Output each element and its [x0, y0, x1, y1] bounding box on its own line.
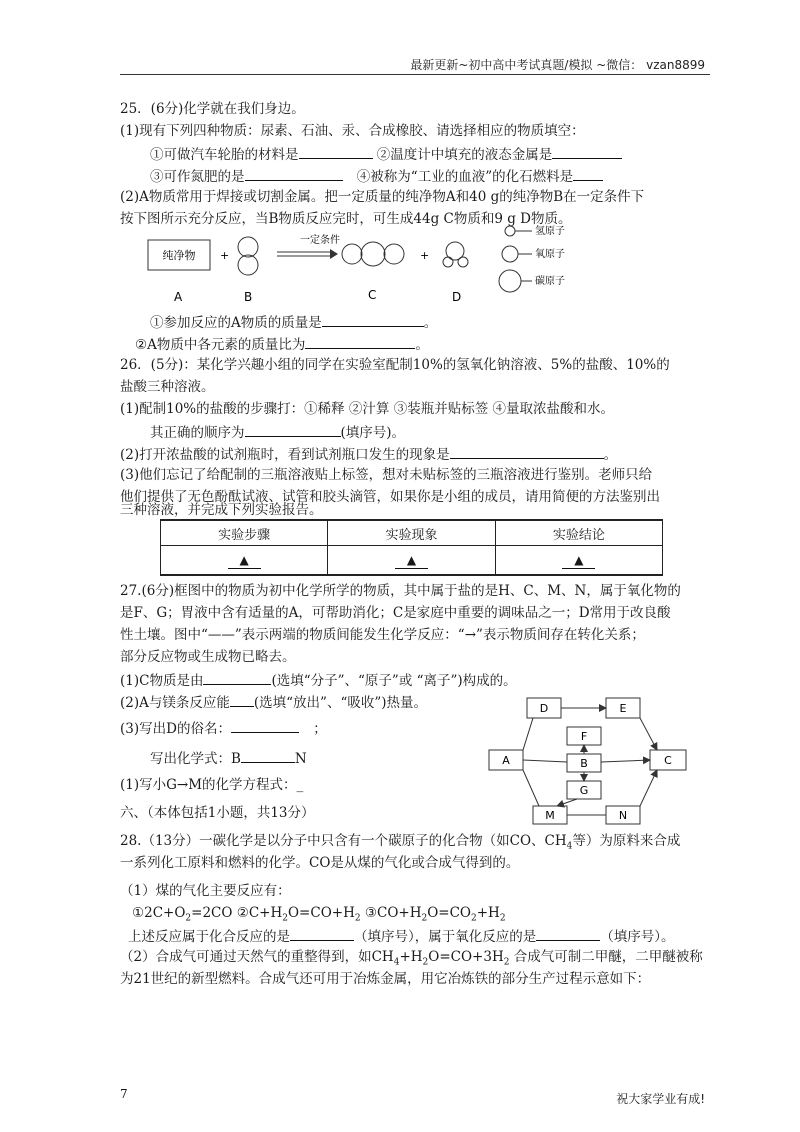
q26-p1: (1)配制10%的盐酸的步骤打：①稀释 ②汁算 ③装瓶并贴标签 ④量取浓盐酸和水。 [120, 401, 615, 417]
q27-s4-n: N [294, 751, 307, 767]
c-atom-2 [361, 242, 385, 266]
q28-l5-mid: （填序号），属于氧化反应的是 [354, 929, 537, 945]
node-b-label: B [580, 757, 588, 770]
eq3-b: O=CO [427, 905, 471, 921]
q28-l6-a: （2）合成气可通过天然气的重整得到，如CH [120, 949, 394, 965]
relation-diagram [485, 692, 715, 827]
reaction-diagram [140, 225, 630, 305]
q25-item1a: ①可做汽车轮胎的材料是 [150, 147, 299, 163]
q25-blank2[interactable] [552, 144, 622, 159]
q25-item2 [150, 166, 603, 186]
cell-phenomena[interactable] [328, 546, 495, 576]
answer-marker: ▲ [228, 552, 261, 569]
q27-s5: (1)写小G→M的化学方程式：_ [120, 777, 304, 793]
node-f-label: F [580, 730, 588, 743]
q27-s1-text: (1)C物质是由 [120, 673, 204, 689]
q27-s4 [150, 748, 307, 768]
label-b: B [244, 290, 253, 304]
q25-s2-end: 。 [415, 337, 429, 353]
edge-b-c [601, 760, 650, 762]
legend-h-circle [505, 226, 515, 236]
eq-sub: 2 [282, 913, 288, 924]
label-c: C [368, 288, 377, 302]
q25-p3: 按下图所示充分反应，当B物质反应完时，可生成44g C物质和9 g D物质。 [120, 211, 572, 227]
q25-item1 [150, 144, 622, 164]
page-header: 最新更新~初中高中考试真题/模拟 ~微信： vzan8899 [410, 58, 705, 72]
header-rule [120, 74, 710, 75]
header-steps: 实验步骤 [161, 520, 328, 546]
q25-item2b: ④被称为“工业的血液”的化石燃料是 [356, 169, 574, 185]
q28-l5 [128, 926, 675, 946]
eq-sub: 4 [393, 957, 400, 968]
plus-2: + [420, 249, 430, 262]
q27-l1: 27.(6分)框图中的物质为初中化学所学的物质，其中属于盐的是H、C、M、N，属于氧化物的 [120, 583, 681, 599]
q28-blank2[interactable] [536, 926, 600, 941]
node-e-label: E [619, 702, 627, 715]
q25-blank3[interactable] [245, 166, 343, 181]
label-d: D [452, 290, 462, 304]
q28-l1-end: 等）为原料来合成 [572, 833, 681, 849]
c-atom-3 [384, 244, 404, 264]
q27-s2-blank[interactable] [230, 692, 254, 707]
legend-o-circle [502, 246, 518, 262]
q26-p2-text: (2)打开浓盐酸的试剂瓶时，看到试剂瓶口发生的现象是 [120, 447, 450, 463]
q27-s1-hint: (选填“分子”、“原子”或 “离子”)构成的。 [271, 673, 517, 689]
q26-p1b [150, 422, 405, 442]
b-atom-bottom [238, 255, 258, 275]
q26-p3: (3)他们忘记了给配制的三瓶溶液贴上标签，想对未贴标签的三瓶溶液进行鉴别。老师只给 [120, 467, 653, 483]
q26-title: 26．(5分)：某化学兴趣小组的同学在实验室配制10%的氢氧化钠溶液、5%的盐酸、10%的 [120, 357, 670, 373]
footer-message: 祝大家学业有成! [616, 1092, 705, 1106]
q26-order-hint: (填序号)。 [340, 425, 406, 441]
q27-l3: 性土壤。图中“——”表示两端的物质间能发生化学反应：“→”表示物质间存在转化关系； [120, 627, 645, 643]
q28-l6-d: 合成气可制二甲醚，二甲醚被称 [509, 949, 703, 965]
plus-1: + [220, 249, 230, 262]
q28-l3: （1）煤的气化主要反应有： [120, 883, 291, 899]
q28-l6-c: O=CO+3H [428, 949, 504, 965]
q26-p2 [120, 444, 617, 464]
q25-s1-text: ①参加反应的A物质的质量是 [150, 315, 322, 331]
q28-l7: 为21世纪的新型燃料。合成气还可用于冶炼金属，用它冶炼铁的部分生产过程示意如下： [120, 971, 651, 987]
q26-title2: 盐酸三种溶液。 [120, 379, 215, 395]
eq2-b: O=CO+H [287, 905, 355, 921]
page-number: 7 [120, 1087, 128, 1101]
section-six: 六、（本体包括1小题，共13分） [120, 805, 315, 821]
q27-l2: 是F、G；胃液中含有适量的A，可帮助消化；C是家庭中重要的调味品之一；D常用于改良酸 [120, 605, 671, 621]
q28-l6-b: +H [399, 949, 423, 965]
q26-p5: 三种溶液，并完成下列实验报告。 [120, 502, 323, 518]
q27-s3-text: (3)写出D的俗名： [120, 721, 231, 737]
q25-title: 25．(6分)化学就在我们身边。 [120, 101, 305, 117]
node-m-label: M [545, 809, 555, 822]
label-a: A [174, 290, 183, 304]
q27-s3-end: ； [313, 721, 327, 737]
cell-conclusion[interactable] [495, 546, 662, 576]
q28-l5-end: （填序号）。 [600, 929, 675, 945]
answer-marker: ▲ [395, 552, 428, 569]
q25-s1-blank[interactable] [322, 312, 424, 327]
q28-l1-sub: 4 [566, 841, 573, 852]
pure-substance-label: 纯净物 [162, 249, 196, 262]
node-c-label: C [664, 754, 672, 767]
header-phenomena: 实验现象 [328, 520, 495, 546]
q27-l4: 部分反应物或生成物已略去。 [120, 649, 296, 665]
q27-s1-blank[interactable] [203, 670, 271, 685]
edge-e-c [640, 718, 657, 750]
c-atom-1 [342, 244, 362, 264]
legend-carbon: 碳原子 [535, 276, 565, 287]
b-atom-top [238, 237, 258, 257]
q28-l4 [132, 904, 506, 928]
legend-hydrogen: 氢原子 [535, 226, 565, 237]
eq1-a: ①2C+O [132, 905, 186, 921]
header-conclusion: 实验结论 [495, 520, 662, 546]
node-g-label: G [579, 784, 589, 797]
q28-l2: 一系列化工原料和燃料的化学。CO是从煤的气化或合成气得到的。 [120, 855, 520, 871]
q26-order-text: 其正确的顺序为 [150, 425, 245, 441]
cell-steps[interactable] [161, 546, 328, 576]
q28-l1-text: 28.（13分）一碳化学是以分子中只含有一个碳原子的化合物（如CO、CH [120, 833, 567, 849]
legend-oxygen: 氧原子 [535, 249, 565, 260]
eq-sub: 2 [499, 913, 506, 924]
node-a-label: A [502, 754, 510, 767]
node-d-label: D [539, 702, 549, 715]
condition-label: 一定条件 [300, 235, 340, 246]
legend-c-circle [499, 270, 521, 292]
edge-g-m [557, 799, 577, 806]
q28-blank1[interactable] [290, 926, 354, 941]
experiment-report-table [160, 519, 663, 576]
eq-sub: 2 [421, 913, 428, 924]
q26-p4: 他们提供了无色酚酞试液、试管和胶头滴管，如果你是小组的成员，请用简便的方法鉴别出 [120, 489, 660, 505]
q28-l1 [120, 832, 680, 856]
q25-s2-text: ②A物质中各元素的质量比为 [135, 337, 306, 353]
eq-sub: 2 [354, 913, 361, 924]
q25-s1 [150, 312, 437, 332]
eq-sub: 2 [422, 957, 429, 968]
edge-a-b [523, 760, 567, 762]
q25-s2-blank[interactable] [305, 334, 415, 349]
edge-a-d [523, 718, 533, 750]
edge-n-c [640, 770, 657, 806]
q25-s1-end: 。 [423, 315, 438, 331]
q25-blank1[interactable] [299, 144, 373, 159]
d-atom-h1 [443, 257, 453, 267]
q26-p2-blank[interactable] [450, 444, 604, 459]
q25-p1: (1)现有下列四种物质：尿素、石油、汞、合成橡胶、请选择相应的物质填空： [120, 123, 585, 139]
node-n-label: N [618, 809, 628, 822]
q26-order-blank[interactable] [245, 422, 341, 437]
q27-s2 [120, 692, 427, 712]
q25-item2a: ③可作氮肥的是 [150, 169, 245, 185]
eq3-a: ③CO+H [360, 905, 422, 921]
q27-s2-text: (2)A与镁条反应能 [120, 695, 230, 711]
eq-sub: 2 [503, 957, 510, 968]
d-atom-h2 [458, 257, 468, 267]
q28-l6 [120, 948, 703, 972]
q25-s2 [135, 334, 429, 354]
eq3-c: +H [476, 905, 500, 921]
q27-s3 [120, 718, 327, 738]
q27-s4-text: 写出化学式：B [150, 751, 241, 767]
q25-p2: (2)A物质常用于焊接或切割金属。把一定质量的纯净物A和40 g的纯净物B在一定条件下 [120, 189, 645, 205]
eq-sub: 2 [471, 913, 477, 924]
q25-blank4[interactable] [573, 166, 603, 181]
eq1-b: =2CO ②C+H [191, 905, 283, 921]
q25-item1b: ②温度计中填充的液态金属是 [376, 147, 553, 163]
q27-s3-blank[interactable] [231, 718, 299, 733]
q27-s2-hint: (选填“放出”、“吸收”)热量。 [253, 695, 428, 711]
q28-l5-text: 上述反应属于化合反应的是 [128, 929, 290, 945]
answer-marker: ▲ [562, 552, 595, 569]
edge-a-m [523, 770, 539, 806]
eq-sub: 2 [185, 913, 192, 924]
q27-s4-blank-b[interactable] [241, 748, 295, 763]
arrow-head [330, 249, 338, 259]
q27-s1 [120, 670, 517, 690]
q26-p2-end: 。 [603, 447, 618, 463]
